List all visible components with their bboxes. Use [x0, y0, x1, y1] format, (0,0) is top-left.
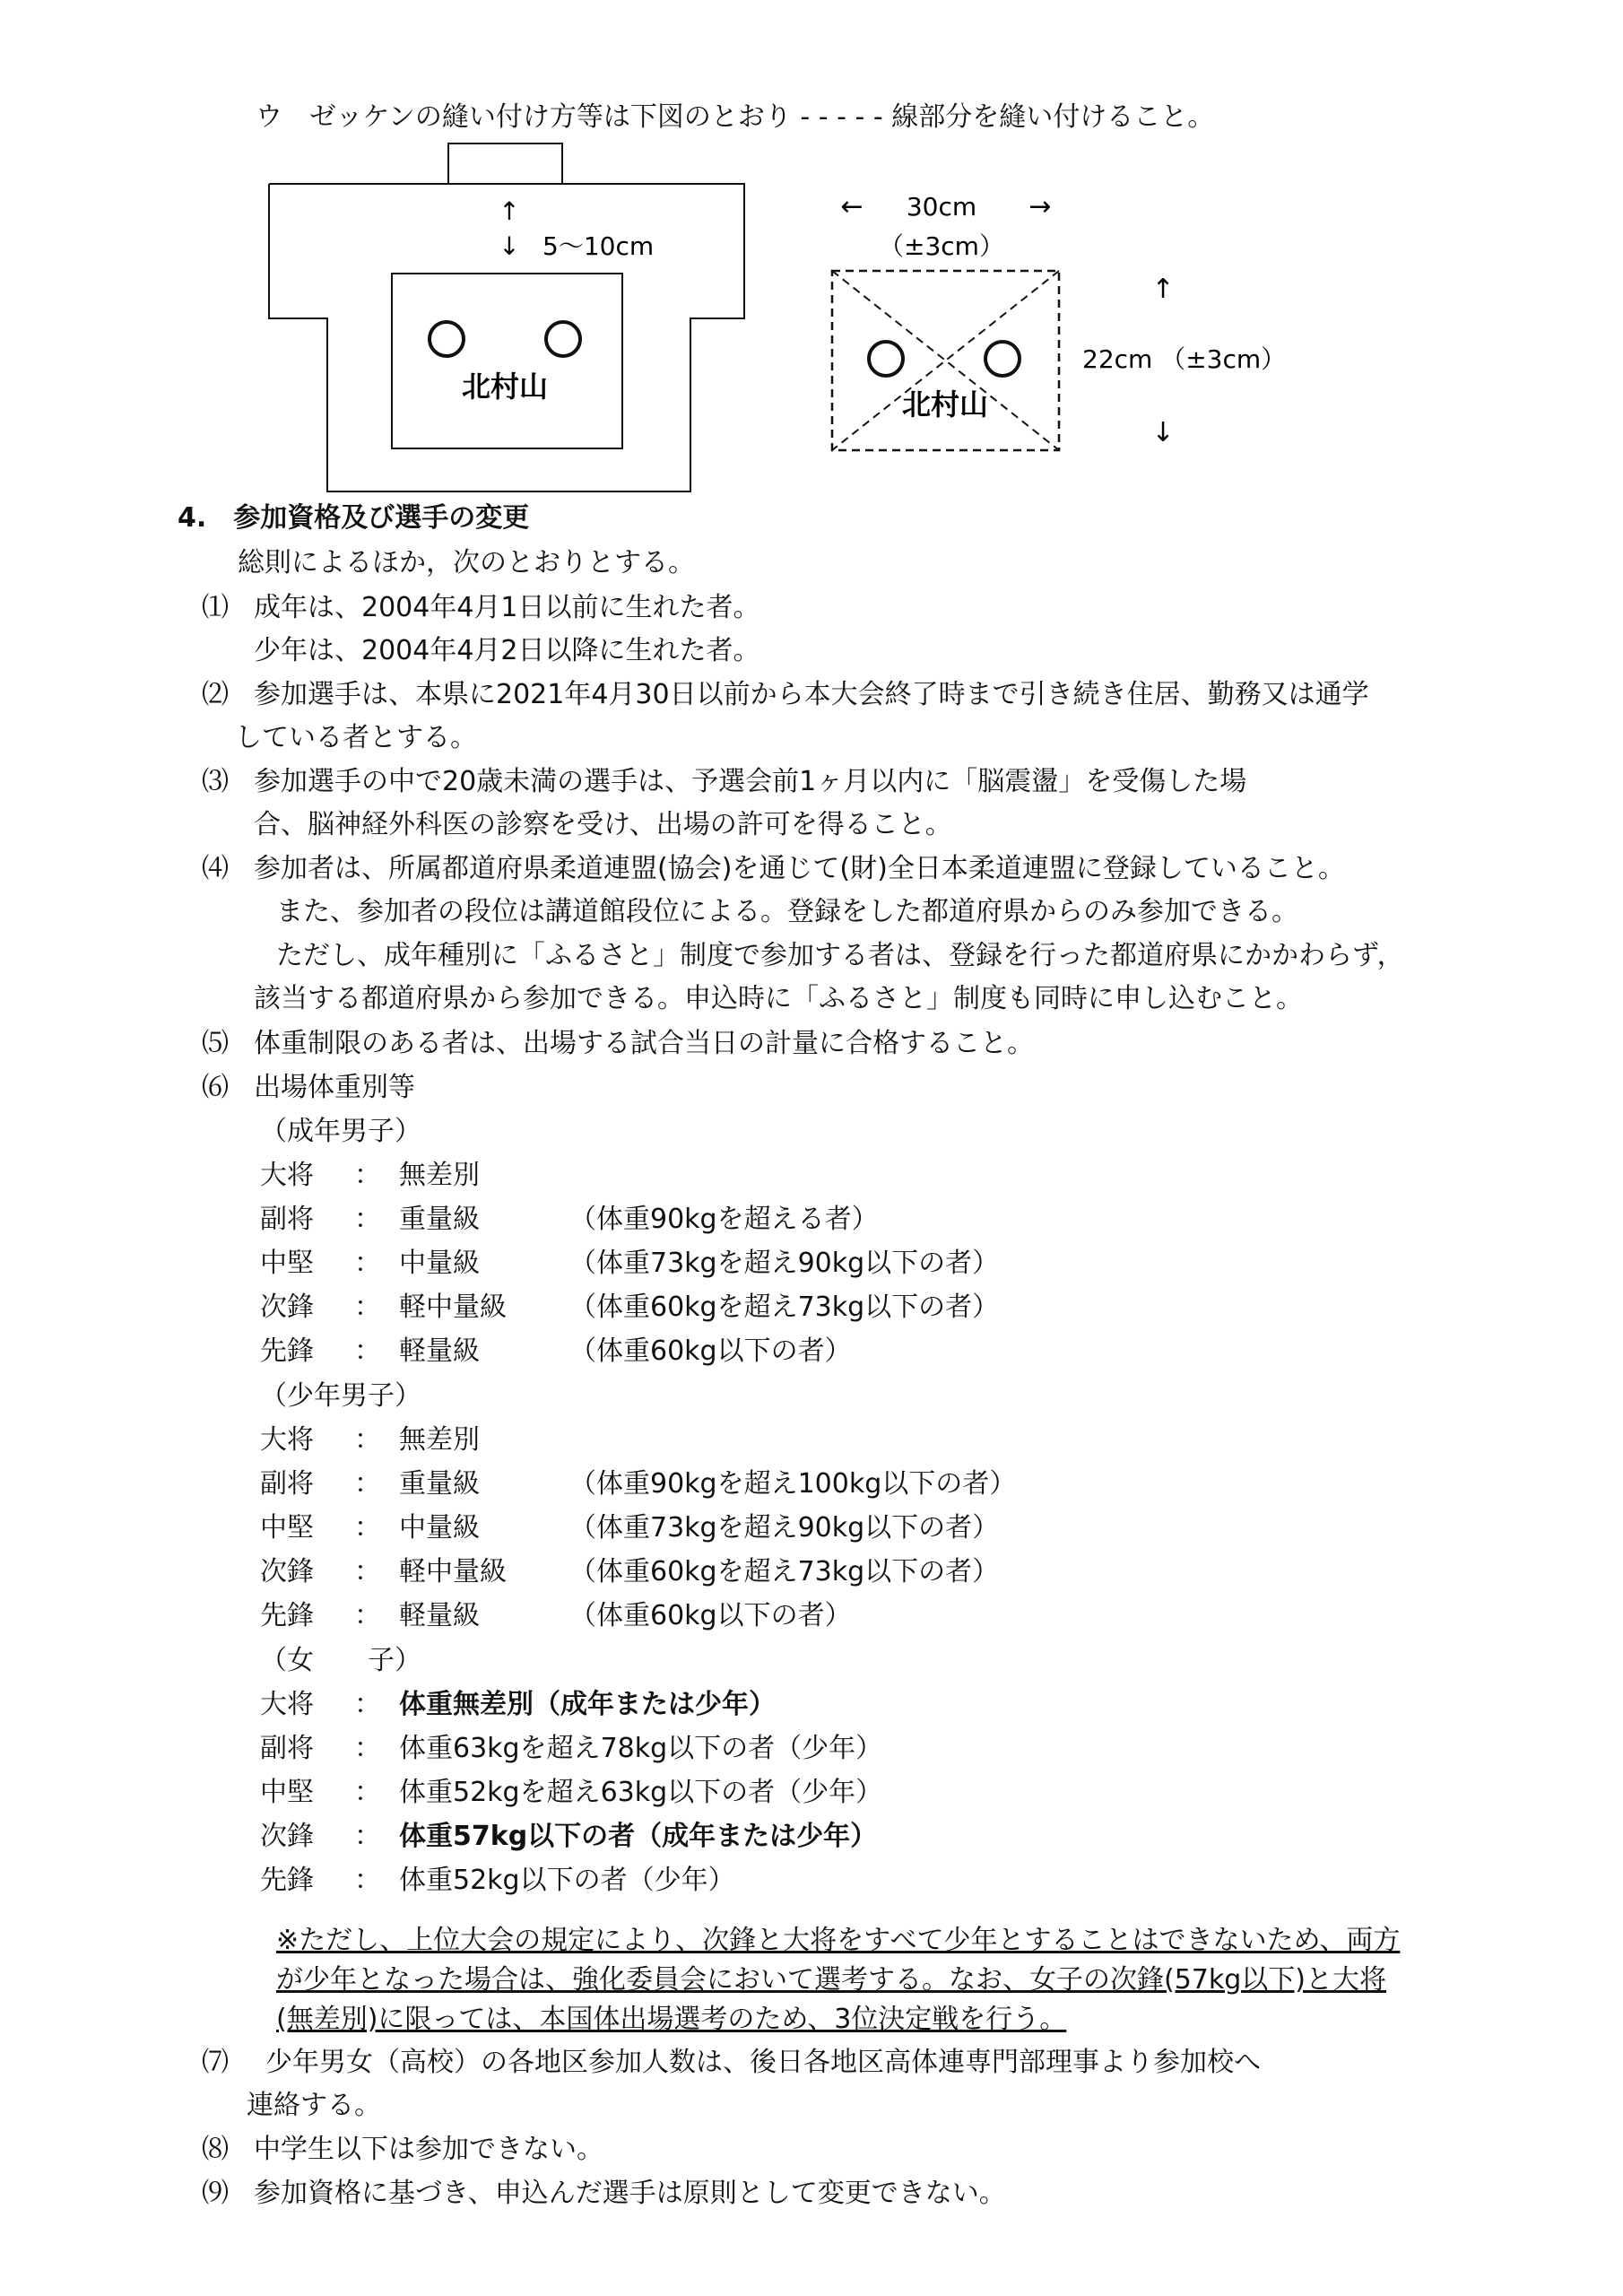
jacket-outline [269, 184, 744, 491]
item-6-line-1: 出場体重別等 [254, 1072, 415, 1103]
height-label: 22cm （±3cm） [1082, 344, 1287, 374]
zekken-on-jacket [392, 274, 622, 448]
width-tolerance: （±3cm） [879, 231, 1004, 261]
item-5-num: ⑸ [202, 1028, 229, 1059]
item-9-num: ⑼ [202, 2178, 229, 2209]
zekken-name-standalone: 北村山 [901, 387, 989, 422]
item-8-line-1: 中学生以下は参加できない。 [254, 2134, 603, 2165]
group-title-youth-men: （少年男子） [260, 1380, 421, 1412]
item-1-line-1: 成年は、2004年4月1日以前に生れた者。 [254, 592, 760, 623]
item-9-line-1: 参加資格に基づき、申込んだ選手は原則として変更できない。 [254, 2178, 1006, 2209]
selection-note: ※ただし、上位大会の規定により、次鋒と大将をすべて少年とすることはできないため、両方が少年となった場合は、強化委員会において選考する。なお、女子の次鋒(57kg以下)と大将(無差別)に限っては、本国体出場選考のため、3位決定戦を行う。 [276, 1925, 1401, 2035]
gap-arrow-down: ↓ [499, 231, 520, 261]
section-heading: 4. 参加資格及び選手の変更 [178, 502, 530, 534]
item-7-line-2: 連絡する。 [247, 2090, 381, 2121]
item-4-num: ⑷ [202, 853, 229, 884]
item-3-line-2: 合、脳神経外科医の診察を受け、出場の許可を得ること。 [254, 809, 952, 840]
width-arrow-left: ← [840, 191, 864, 222]
item-2-line-2: している者とする。 [235, 722, 477, 753]
circle-mark-left [430, 322, 464, 356]
group-title-adult-men: （成年男子） [260, 1116, 421, 1147]
gap-arrow-up: ↑ [499, 196, 520, 226]
item-2-num: ⑵ [202, 679, 229, 710]
section-intro: 総則によるほか，次のとおりとする。 [238, 547, 695, 578]
item-7-line-1: 少年男女（高校）の各地区参加人数は、後日各地区高体連専門部理事より参加校へ [265, 2047, 1261, 2078]
item-7-num: ⑺ [202, 2047, 229, 2078]
circle-mark-right-2 [985, 342, 1020, 376]
item-4-line-1: 参加者は、所属都道府県柔道連盟(協会)を通じて(財)全日本柔道連盟に登録していること。 [254, 853, 1345, 884]
item-3-line-1: 参加選手の中で20歳未満の選手は、予選会前1ヶ月以内に「脳震盪」を受傷した場 [254, 766, 1247, 797]
width-label: 30cm [906, 192, 977, 222]
height-arrow-down: ↓ [1151, 417, 1175, 448]
item-8-num: ⑻ [202, 2134, 229, 2165]
zekken-name-jacket: 北村山 [461, 370, 549, 404]
item-1-line-2: 少年は、2004年4月2日以降に生れた者。 [254, 635, 760, 666]
item-2-line-1: 参加選手は、本県に2021年4月30日以前から本大会終了時まで引き続き住居、勤務又は通学 [254, 679, 1369, 710]
gap-label: 5～10cm [542, 231, 655, 261]
zekken-instruction: ウ ゼッケンの縫い付け方等は下図のとおり - - - - - 線部分を縫い付けること。 [256, 101, 1215, 133]
item-5-line-1: 体重制限のある者は、出場する試合当日の計量に合格すること。 [254, 1028, 1034, 1059]
zekken-diagram [0, 0, 1623, 502]
item-4-line-4: 該当する都道府県から参加できる。申込時に「ふるさと」制度も同時に申し込むこと。 [254, 983, 1303, 1014]
item-6-num: ⑹ [202, 1072, 229, 1103]
group-title-women: （女 子） [260, 1645, 421, 1676]
height-arrow-up: ↑ [1151, 274, 1175, 305]
item-1-num: ⑴ [202, 592, 229, 623]
width-arrow-right: → [1028, 191, 1052, 222]
item-3-num: ⑶ [202, 766, 229, 797]
item-4-line-3: ただし、成年種別に「ふるさと」制度で参加する者は、登録を行った都道府県にかかわらず， [276, 940, 1404, 971]
circle-mark-left-2 [869, 342, 903, 376]
item-4-line-2: また、参加者の段位は講道館段位による。登録をした都道府県からのみ参加できる。 [276, 896, 1298, 927]
collar-tab [448, 144, 562, 184]
circle-mark-right [546, 322, 580, 356]
